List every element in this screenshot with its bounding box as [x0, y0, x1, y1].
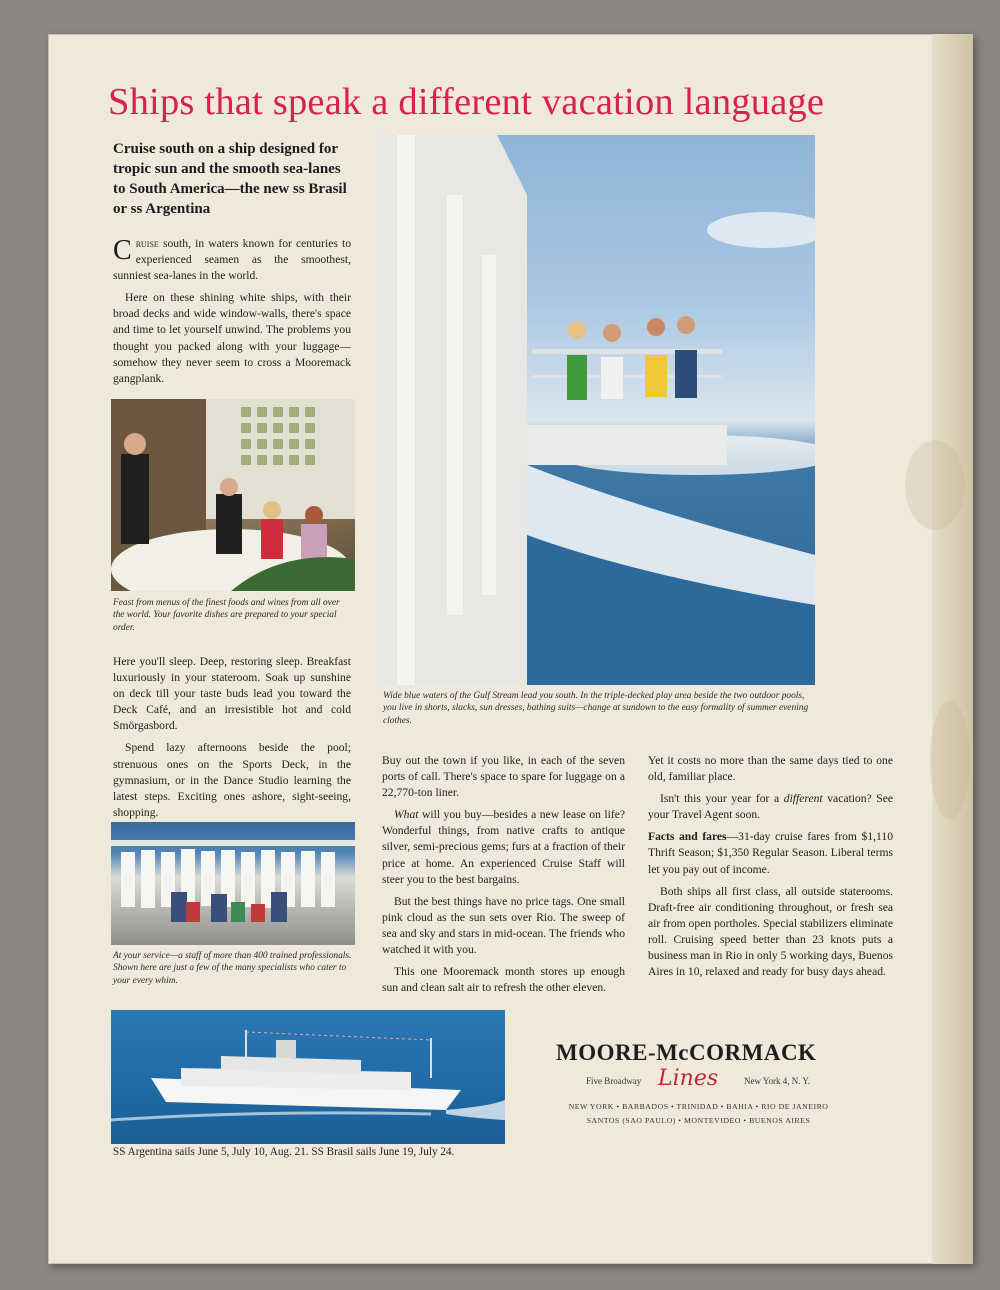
paragraph — [648, 829, 893, 877]
paragraph — [648, 791, 893, 823]
leisure-text — [113, 654, 351, 827]
italic-lead: What — [394, 808, 419, 822]
ports-line: NEW YORK • BARBADOS • TRINIDAD • BAHIA • RIO DE JANEIRO — [568, 1102, 829, 1111]
paragraph-rest: —31-day cruise fares from $1,110 Thrift Season; $1,350 Regular Season. Liberal terms let you pay out of income. — [648, 830, 894, 876]
paragraph — [382, 807, 625, 887]
paragraph: Buy out the town if you like, in each of the seven ports of call. There's space to spare for luggage on a 22,770-ton liner. — [382, 754, 625, 800]
headline: Ships that speak a different vacation language — [108, 81, 825, 123]
crew-caption: At your service—a staff of more than 400 trained professionals. Shown here are just a few of the many specialists who cater to your every whim. — [113, 951, 352, 986]
paper-stain — [930, 700, 970, 820]
company-name: MOORE-McCORMACK — [556, 1040, 817, 1065]
ocean-liner-photo — [111, 1010, 505, 1144]
ports-line: SANTOS (SAO PAULO) • MONTEVIDEO • BUENOS AIRES — [586, 1116, 811, 1125]
paragraph-part: Isn't this your year for a — [660, 792, 784, 806]
paragraph: Here on these shining white ships, with their broad decks and wide window-walls, there's space and time to let yourself unwind. The problems you thought you packed along with your luggage—somehow they never seem to cross a Mooremack gangplank. — [113, 291, 351, 385]
sail-dates: sails June 5, July 10, Aug. 21. — [172, 1146, 312, 1158]
sail-dates: sails June 19, July 24. — [353, 1146, 455, 1158]
ship-name: SS Argentina — [113, 1146, 173, 1158]
sailing-dates — [113, 1146, 513, 1158]
paragraph: But the best things have no price tags. One small pink cloud as the sun sets over Rio. The sweep of sea and sky and stars in mid-ocean. The friends who watched it with you. — [382, 894, 625, 957]
ports-of-call — [556, 1100, 841, 1128]
paragraph: Yet it costs no more than the same days tied to one old, familiar place. — [648, 754, 893, 784]
page-edge — [932, 34, 973, 1264]
intro-text — [113, 236, 351, 393]
ship-name: SS Brasil — [311, 1146, 354, 1158]
crew-photo — [111, 822, 355, 945]
intro-paragraph — [113, 236, 351, 284]
paragraph: Here you'll sleep. Deep, restoring sleep. Breakfast luxuriously in your stateroom. Soak up sunshine on deck till your taste buds lead you toward the Deck Café, and an irresistible hot and cold Smörgasbord. — [113, 655, 351, 733]
small-caps-lead: ruise — [135, 237, 159, 250]
moore-mccormack-logo — [556, 1040, 841, 1128]
paragraph: This one Mooremack month stores up enough sun and clean salt air to refresh the other eleven. — [382, 965, 625, 995]
intro-rest: south, in waters known for centuries to experienced seamen as the smoothest, sunniest sea-lanes in the world. — [113, 237, 351, 283]
paragraph: Spend lazy afternoons beside the pool; strenuous ones on the Sports Deck, in the gymnasium, or in the Dance Studio learning the latest steps. Exciting ones ashore, sight-seeing, shopping. — [113, 741, 351, 819]
paper-stain — [905, 440, 965, 530]
shopping-text — [382, 753, 625, 1002]
address-right: New York 4, N. Y. — [744, 1076, 811, 1086]
lines-script: Lines — [658, 1066, 719, 1091]
dining-caption: Feast from menus of the finest foods and wines from all over the world. Your favorite dishes are prepared to your special order. — [113, 598, 340, 633]
bold-lead: Facts and fares — [648, 830, 727, 844]
paragraph: Both ships all first class, all outside staterooms. Draft-free air conditioning throughout, or fresh sea air from open portholes. Special stabilizers eliminate roll. Cruising speed better than 23 knots puts a business man in Rio in only 5 working days, Buenos Aires in 10, relaxed and ready for busy days ahead. — [648, 884, 894, 979]
drop-cap: C — [113, 235, 132, 266]
italic-word: different — [783, 792, 823, 806]
address-left: Five Broadway — [586, 1076, 642, 1086]
paragraph-rest: will you buy—besides a new lease on life? Wonderful things, from native crafts to antique silver, semi-precious gems; furs at a fraction of their price at home. An experienced Cruise Staff will steer you to the best bargains. — [382, 808, 625, 886]
deck-caption: Wide blue waters of the Gulf Stream lead you south. In the triple-decked play area beside the two outdoor pools, you live in shorts, slacks, sun dresses, bathing suits—change at sundown to the easy formality of summer evening clothes. — [383, 691, 809, 726]
paragraph-part: vacation? See your Travel Agent soon. — [648, 792, 893, 822]
ship-deck-photo — [377, 135, 815, 685]
logo-address-row — [556, 1068, 841, 1092]
dining-room-photo — [111, 399, 355, 591]
fares-text — [648, 753, 893, 986]
subhead: Cruise south on a ship designed for tropic sun and the smooth sea-lanes to South America—the new ss Brasil or ss Argentina — [113, 141, 347, 217]
